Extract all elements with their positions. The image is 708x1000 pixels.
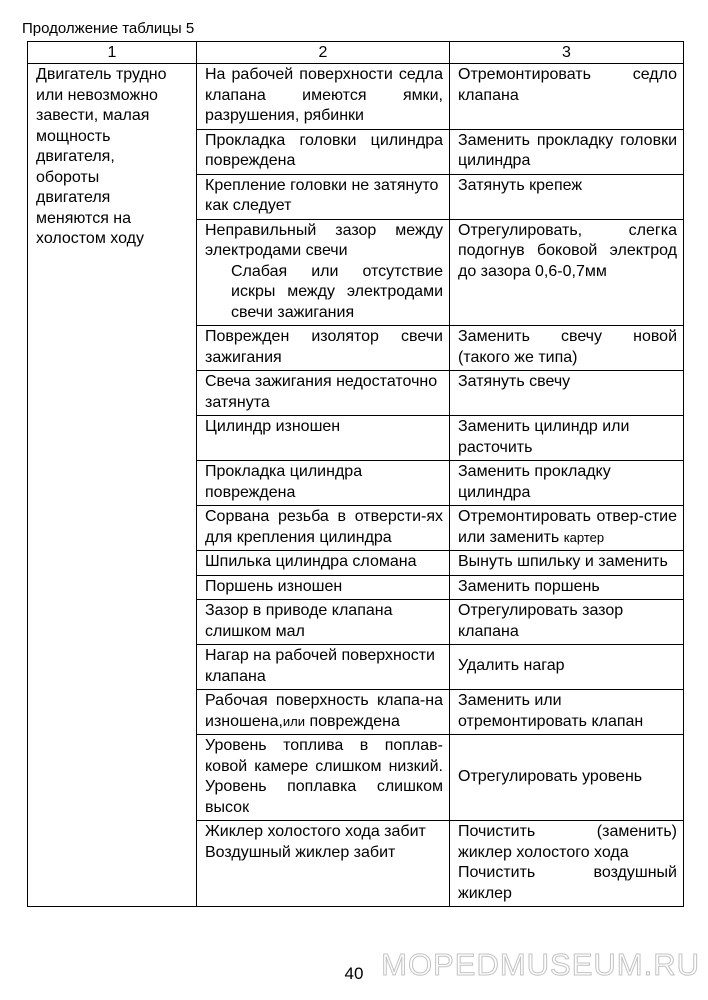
remedy-text: Затянуть свечу — [458, 373, 571, 390]
remedy-cell — [450, 645, 684, 690]
cause-cell — [197, 575, 450, 600]
column-header-2: 2 — [197, 42, 450, 64]
cause-text: Шпилька цилиндра сломана — [205, 553, 417, 570]
table-caption: Продолжение таблицы 5 — [22, 20, 195, 37]
remedy-text: Почистить (заменить) жиклер холостого хода — [458, 823, 677, 861]
cause-cell — [197, 821, 450, 907]
cause-text: Жиклер холостого хода забит — [205, 823, 426, 840]
cause-cell — [197, 371, 450, 416]
watermark-logo: MOPEDMUSEUM.RU — [381, 947, 700, 982]
remedy-text: Заменить цилиндр или расточить — [458, 418, 630, 456]
cause-cell — [197, 174, 450, 219]
cause-cell — [197, 645, 450, 690]
remedy-text: Затянуть крепеж — [458, 176, 583, 194]
remedy-cell — [450, 326, 684, 371]
remedy-cell — [450, 129, 684, 174]
remedy-text: Почистить воздушный жиклер — [458, 864, 677, 902]
cause-cell — [197, 551, 450, 576]
symptom-line: холостом ходу — [36, 230, 144, 247]
cause-cell — [197, 219, 450, 326]
remedy-text: Заменить прокладку цилиндра — [458, 463, 611, 501]
remedy-cell — [450, 506, 684, 551]
symptom-cell — [28, 64, 197, 907]
table-header-row — [28, 42, 684, 64]
cause-text: Прокладка головки цилиндра повреждена — [205, 131, 443, 169]
symptom-line: двигателя — [36, 189, 111, 206]
remedy-cell — [450, 371, 684, 416]
cause-text: Сорвана резьба в отверсти-ях для крепления цилиндра — [205, 508, 443, 546]
troubleshooting-table — [27, 41, 684, 907]
cause-text: Крепление головки не затянуто как следует — [205, 176, 439, 214]
remedy-text: Заменить свечу новой (такого же типа) — [458, 328, 677, 366]
page-number: 40 — [344, 964, 364, 983]
remedy-text: Вынуть шпильку и заменить — [458, 553, 668, 570]
symptom-line: Двигатель трудно — [36, 66, 167, 83]
cause-text: Слабая или отсутствие искры между электродами свечи зажигания — [231, 262, 443, 321]
remedy-cell — [450, 174, 684, 219]
symptom-line: или невозможно — [36, 86, 158, 104]
cause-cell — [197, 735, 450, 821]
cause-text-small: или — [282, 713, 306, 729]
cause-cell — [197, 326, 450, 371]
cause-text: Воздушный жиклер забит — [205, 843, 396, 861]
cause-cell — [197, 461, 450, 506]
cause-text: Нагар на рабочей поверхности клапана — [205, 647, 435, 685]
cause-text: Свеча зажигания недостаточно затянута — [205, 373, 438, 411]
cause-text: На рабочей поверхности седла клапана имеются ямки, разрушения, рябинки — [205, 66, 443, 124]
cause-text: Поршень изношен — [205, 577, 343, 595]
remedy-text: Отремонтировать седло клапана — [458, 66, 677, 104]
remedy-text: Отрегулировать, слегка подогнув боковой электрод до зазора 0,6-0,7мм — [458, 221, 677, 280]
remedy-cell — [450, 821, 684, 907]
cause-text: Неправильный зазор между электродами свечи — [205, 221, 443, 259]
symptom-line: двигателя, — [36, 148, 115, 165]
symptom-line: меняются на — [36, 209, 132, 227]
remedy-text: Заменить прокладку головки цилиндра — [458, 131, 677, 169]
remedy-text-small: картер — [563, 529, 605, 545]
table-row — [28, 64, 684, 130]
symptom-line: мощность — [36, 127, 111, 145]
remedy-text: Отрегулировать уровень — [458, 767, 643, 785]
remedy-cell — [450, 575, 684, 600]
remedy-text: Отрегулировать зазор клапана — [458, 602, 624, 640]
cause-cell — [197, 690, 450, 735]
cause-text: Зазор в приводе клапана слишком мал — [205, 602, 393, 640]
symptom-line: завести, малая — [36, 107, 150, 124]
symptom-line: обороты — [36, 168, 100, 186]
cause-text: повреждена — [309, 712, 400, 730]
remedy-text: Заменить поршень — [458, 577, 600, 595]
cause-cell — [197, 600, 450, 645]
cause-cell — [197, 416, 450, 461]
cause-cell — [197, 506, 450, 551]
remedy-cell — [450, 735, 684, 821]
remedy-cell — [450, 690, 684, 735]
remedy-cell — [450, 219, 684, 326]
column-header-1: 1 — [28, 42, 197, 64]
remedy-cell — [450, 461, 684, 506]
remedy-cell — [450, 600, 684, 645]
cause-cell — [197, 129, 450, 174]
remedy-cell — [450, 64, 684, 130]
cause-cell — [197, 64, 450, 130]
remedy-text: Отремонтировать отвер-стие или заменить — [458, 508, 677, 546]
column-header-3: 3 — [450, 42, 684, 64]
remedy-cell — [450, 416, 684, 461]
cause-text: Цилиндр изношен — [205, 418, 341, 435]
remedy-cell — [450, 551, 684, 576]
cause-text: Поврежден изолятор свечи зажигания — [205, 328, 443, 366]
cause-text: Рабочая поверхность клапа-на изношена, — [205, 692, 443, 730]
remedy-text: Удалить нагар — [458, 657, 565, 675]
remedy-text: Заменить или отремонтировать клапан — [458, 692, 644, 730]
cause-text: Прокладка цилиндра повреждена — [205, 463, 363, 501]
cause-text: Уровень топлива в поплав-ковой камере слишком низкий. Уровень поплавка слишком высок — [205, 737, 443, 816]
